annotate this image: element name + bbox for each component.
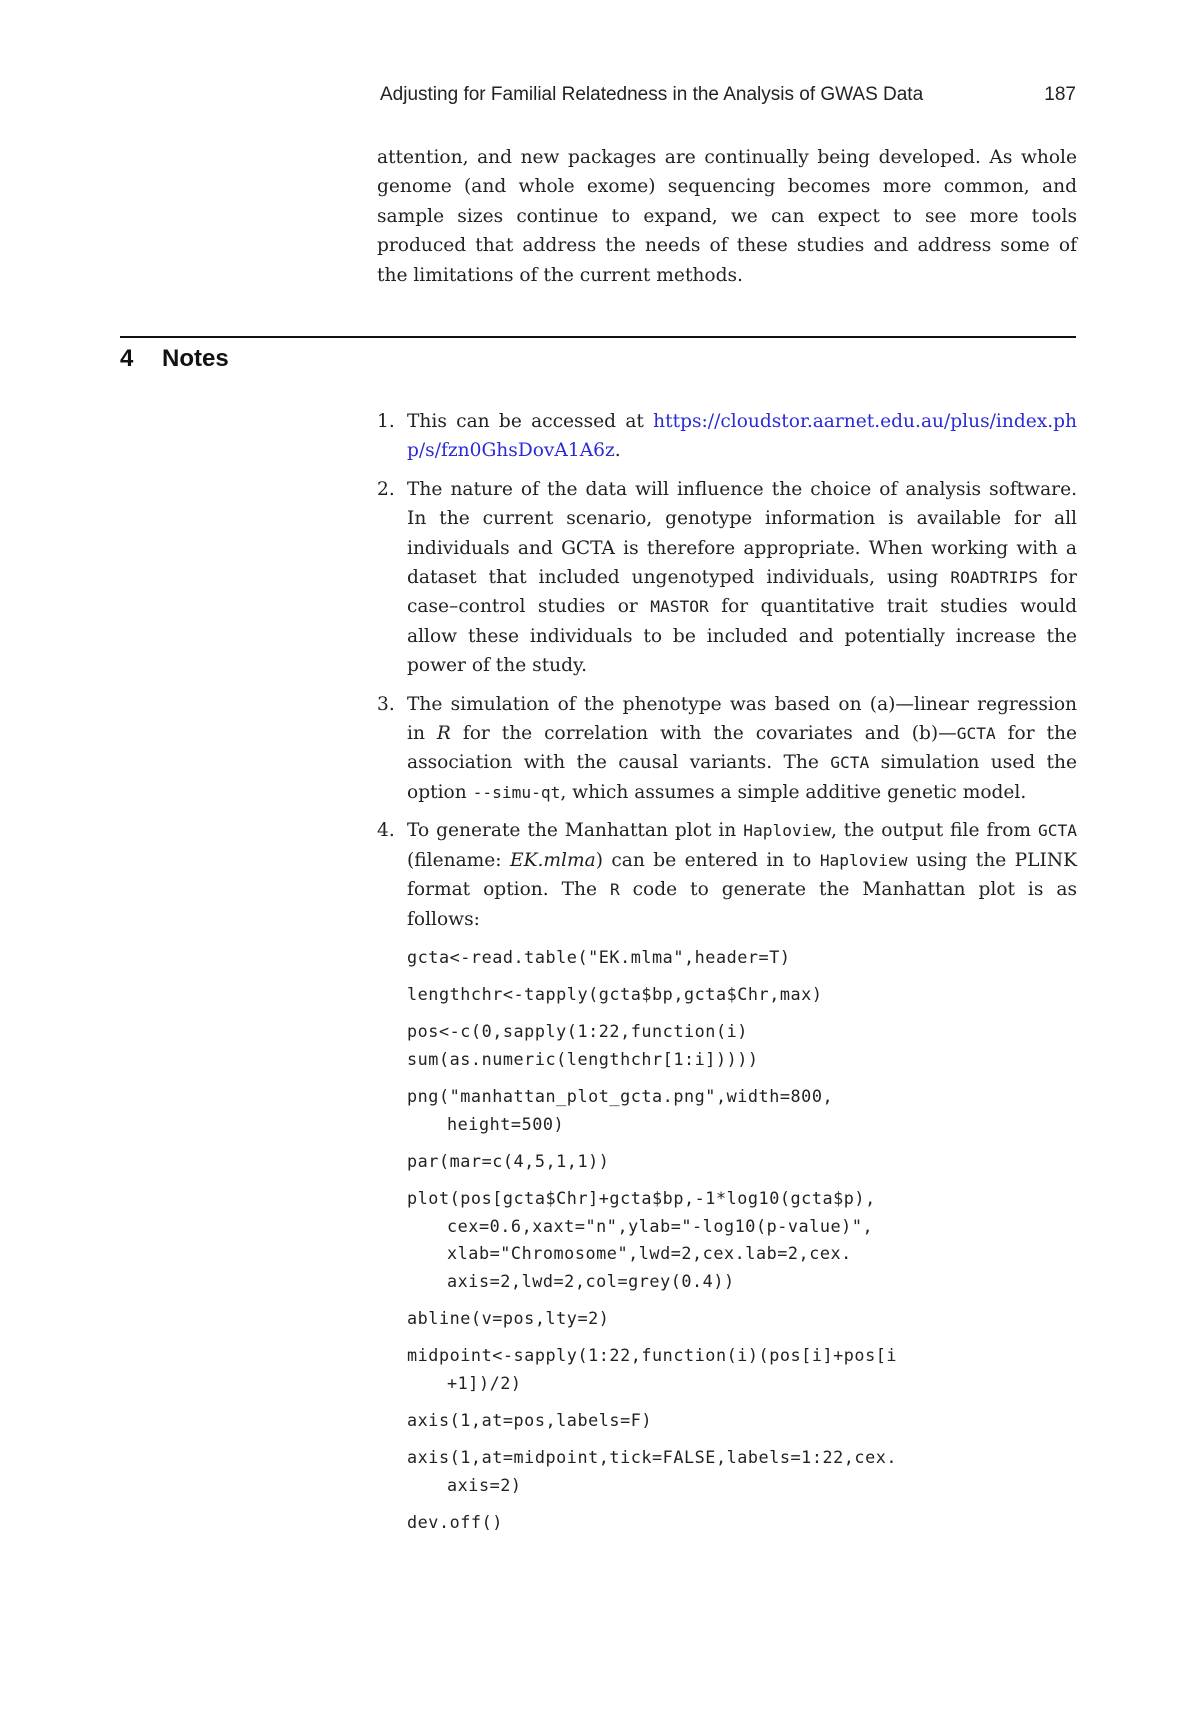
code-text: par(mar=c(4,5,1,1)) xyxy=(407,1150,610,1171)
note-2 xyxy=(377,475,1077,681)
page-number: 187 xyxy=(1044,84,1076,105)
section-number: 4 xyxy=(120,345,134,372)
code-line xyxy=(407,981,1077,1009)
software-name: GCTA xyxy=(956,724,996,744)
note-text: The simulation of the phenotype was based on (a)—linear regression in xyxy=(407,693,1077,745)
code-text: height=500) xyxy=(447,1113,565,1134)
software-name: GCTA xyxy=(830,753,870,773)
code-text: midpoint<-sapply(1:22,function(i)(pos[i]+pos[i xyxy=(407,1345,898,1366)
code-text: gcta<-read.table("EK.mlma",header=T) xyxy=(407,946,791,967)
note-number: 1. xyxy=(377,411,395,432)
note-text: , the output file from xyxy=(830,820,1038,842)
code-line xyxy=(407,1509,1077,1537)
cloudstor-link[interactable]: https://cloudstor.aarnet.edu.au/plus/index.php/s/fzn0GhsDovA1A6z xyxy=(407,411,1077,462)
code-text: axis(1,at=midpoint,tick=FALSE,labels=1:22,cex. xyxy=(407,1447,898,1468)
code-text: axis=2) xyxy=(447,1474,522,1495)
code-text: cex=0.6,xaxt="n",ylab="-log10(p-value)", xyxy=(447,1215,874,1236)
note-1 xyxy=(377,407,1077,466)
note-text: To generate the Manhattan plot in xyxy=(407,820,744,842)
note-text: ) can be entered in to xyxy=(595,849,820,871)
code-text: sum(as.numeric(lengthchr[1:i])))) xyxy=(407,1048,759,1069)
note-number: 3. xyxy=(377,693,395,715)
code-line xyxy=(407,1185,1077,1295)
note-text: The nature of the data will influence the choice of analysis software. In the current scenario, genotype information is available for all individuals and GCTA is therefore appropriate. When working with a dataset that included ungenotyped individuals, using xyxy=(407,478,1077,589)
software-name: ROADTRIPS xyxy=(950,568,1039,588)
software-name: GCTA xyxy=(1038,821,1077,841)
code-line xyxy=(407,1018,1077,1073)
note-text: simulation used the option xyxy=(407,752,1077,803)
notes-list xyxy=(377,407,1077,1546)
code-text: lengthchr<-tapply(gcta$bp,gcta$Chr,max) xyxy=(407,984,823,1005)
code-text: plot(pos[gcta$Chr]+gcta$bp,-1*log10(gcta$p), xyxy=(407,1188,876,1209)
file-name: EK.mlma xyxy=(510,849,596,871)
code-line xyxy=(407,1407,1077,1435)
note-text: This can be accessed at xyxy=(407,411,654,432)
code-line xyxy=(407,944,1077,972)
code-text: abline(v=pos,lty=2) xyxy=(407,1308,610,1328)
software-name: Haploview xyxy=(819,850,908,870)
code-line xyxy=(407,1148,1077,1176)
note-4 xyxy=(377,816,1077,1536)
code-text: xlab="Chromosome",lwd=2,cex.lab=2,cex. xyxy=(447,1243,852,1264)
option-name: --simu-qt xyxy=(472,782,561,802)
note-text: . xyxy=(614,440,621,462)
code-line xyxy=(407,1342,1077,1397)
note-text: , which assumes a simple additive genetic model. xyxy=(560,781,1027,803)
code-text: pos<-c(0,sapply(1:22,function(i) xyxy=(407,1021,748,1042)
note-text: for quantitative trait studies would allow these individuals to be included and potentially increase the power of the study. xyxy=(407,596,1078,677)
running-title: Adjusting for Familial Relatedness in the Analysis of GWAS Data xyxy=(380,84,924,105)
software-name: R xyxy=(609,880,620,900)
note-text: for the association with the causal variants. The xyxy=(407,723,1077,774)
note-text: code to generate the Manhattan plot is as follows: xyxy=(407,879,1077,930)
code-text: dev.off() xyxy=(407,1511,503,1532)
code-line xyxy=(407,1305,1077,1333)
code-text: axis=2,lwd=2,col=grey(0.4)) xyxy=(447,1270,735,1291)
section-title: Notes xyxy=(162,345,229,372)
software-name: MASTOR xyxy=(650,597,709,617)
section-heading xyxy=(120,345,229,373)
code-text: png("manhattan_plot_gcta.png",width=800, xyxy=(407,1086,834,1107)
intro-paragraph: attention, and new packages are continually being developed. As whole genome (and whole exome) sequencing becomes more common, and sample sizes continue to expand, we can expect to see more tools produced that address the needs of these studies and address some of the limitations of the current methods. xyxy=(377,147,1077,286)
note-text: for case–control studies or xyxy=(407,567,1078,618)
note-text: using the PLINK format option. The xyxy=(407,849,1078,901)
note-number: 4. xyxy=(377,820,395,842)
code-line xyxy=(407,1444,1077,1499)
note-number: 2. xyxy=(377,478,395,500)
note-3 xyxy=(377,690,1077,808)
software-name: Haploview xyxy=(743,821,831,841)
section-rule xyxy=(120,336,1076,338)
r-code-block xyxy=(407,944,1077,1537)
code-text: +1])/2) xyxy=(447,1372,522,1393)
software-name: R xyxy=(436,723,451,745)
note-text: (filename: xyxy=(407,849,511,871)
code-text: axis(1,at=pos,labels=F) xyxy=(407,1409,653,1430)
note-text: for the correlation with the covariates and (b)— xyxy=(450,723,957,745)
code-line xyxy=(407,1083,1077,1138)
